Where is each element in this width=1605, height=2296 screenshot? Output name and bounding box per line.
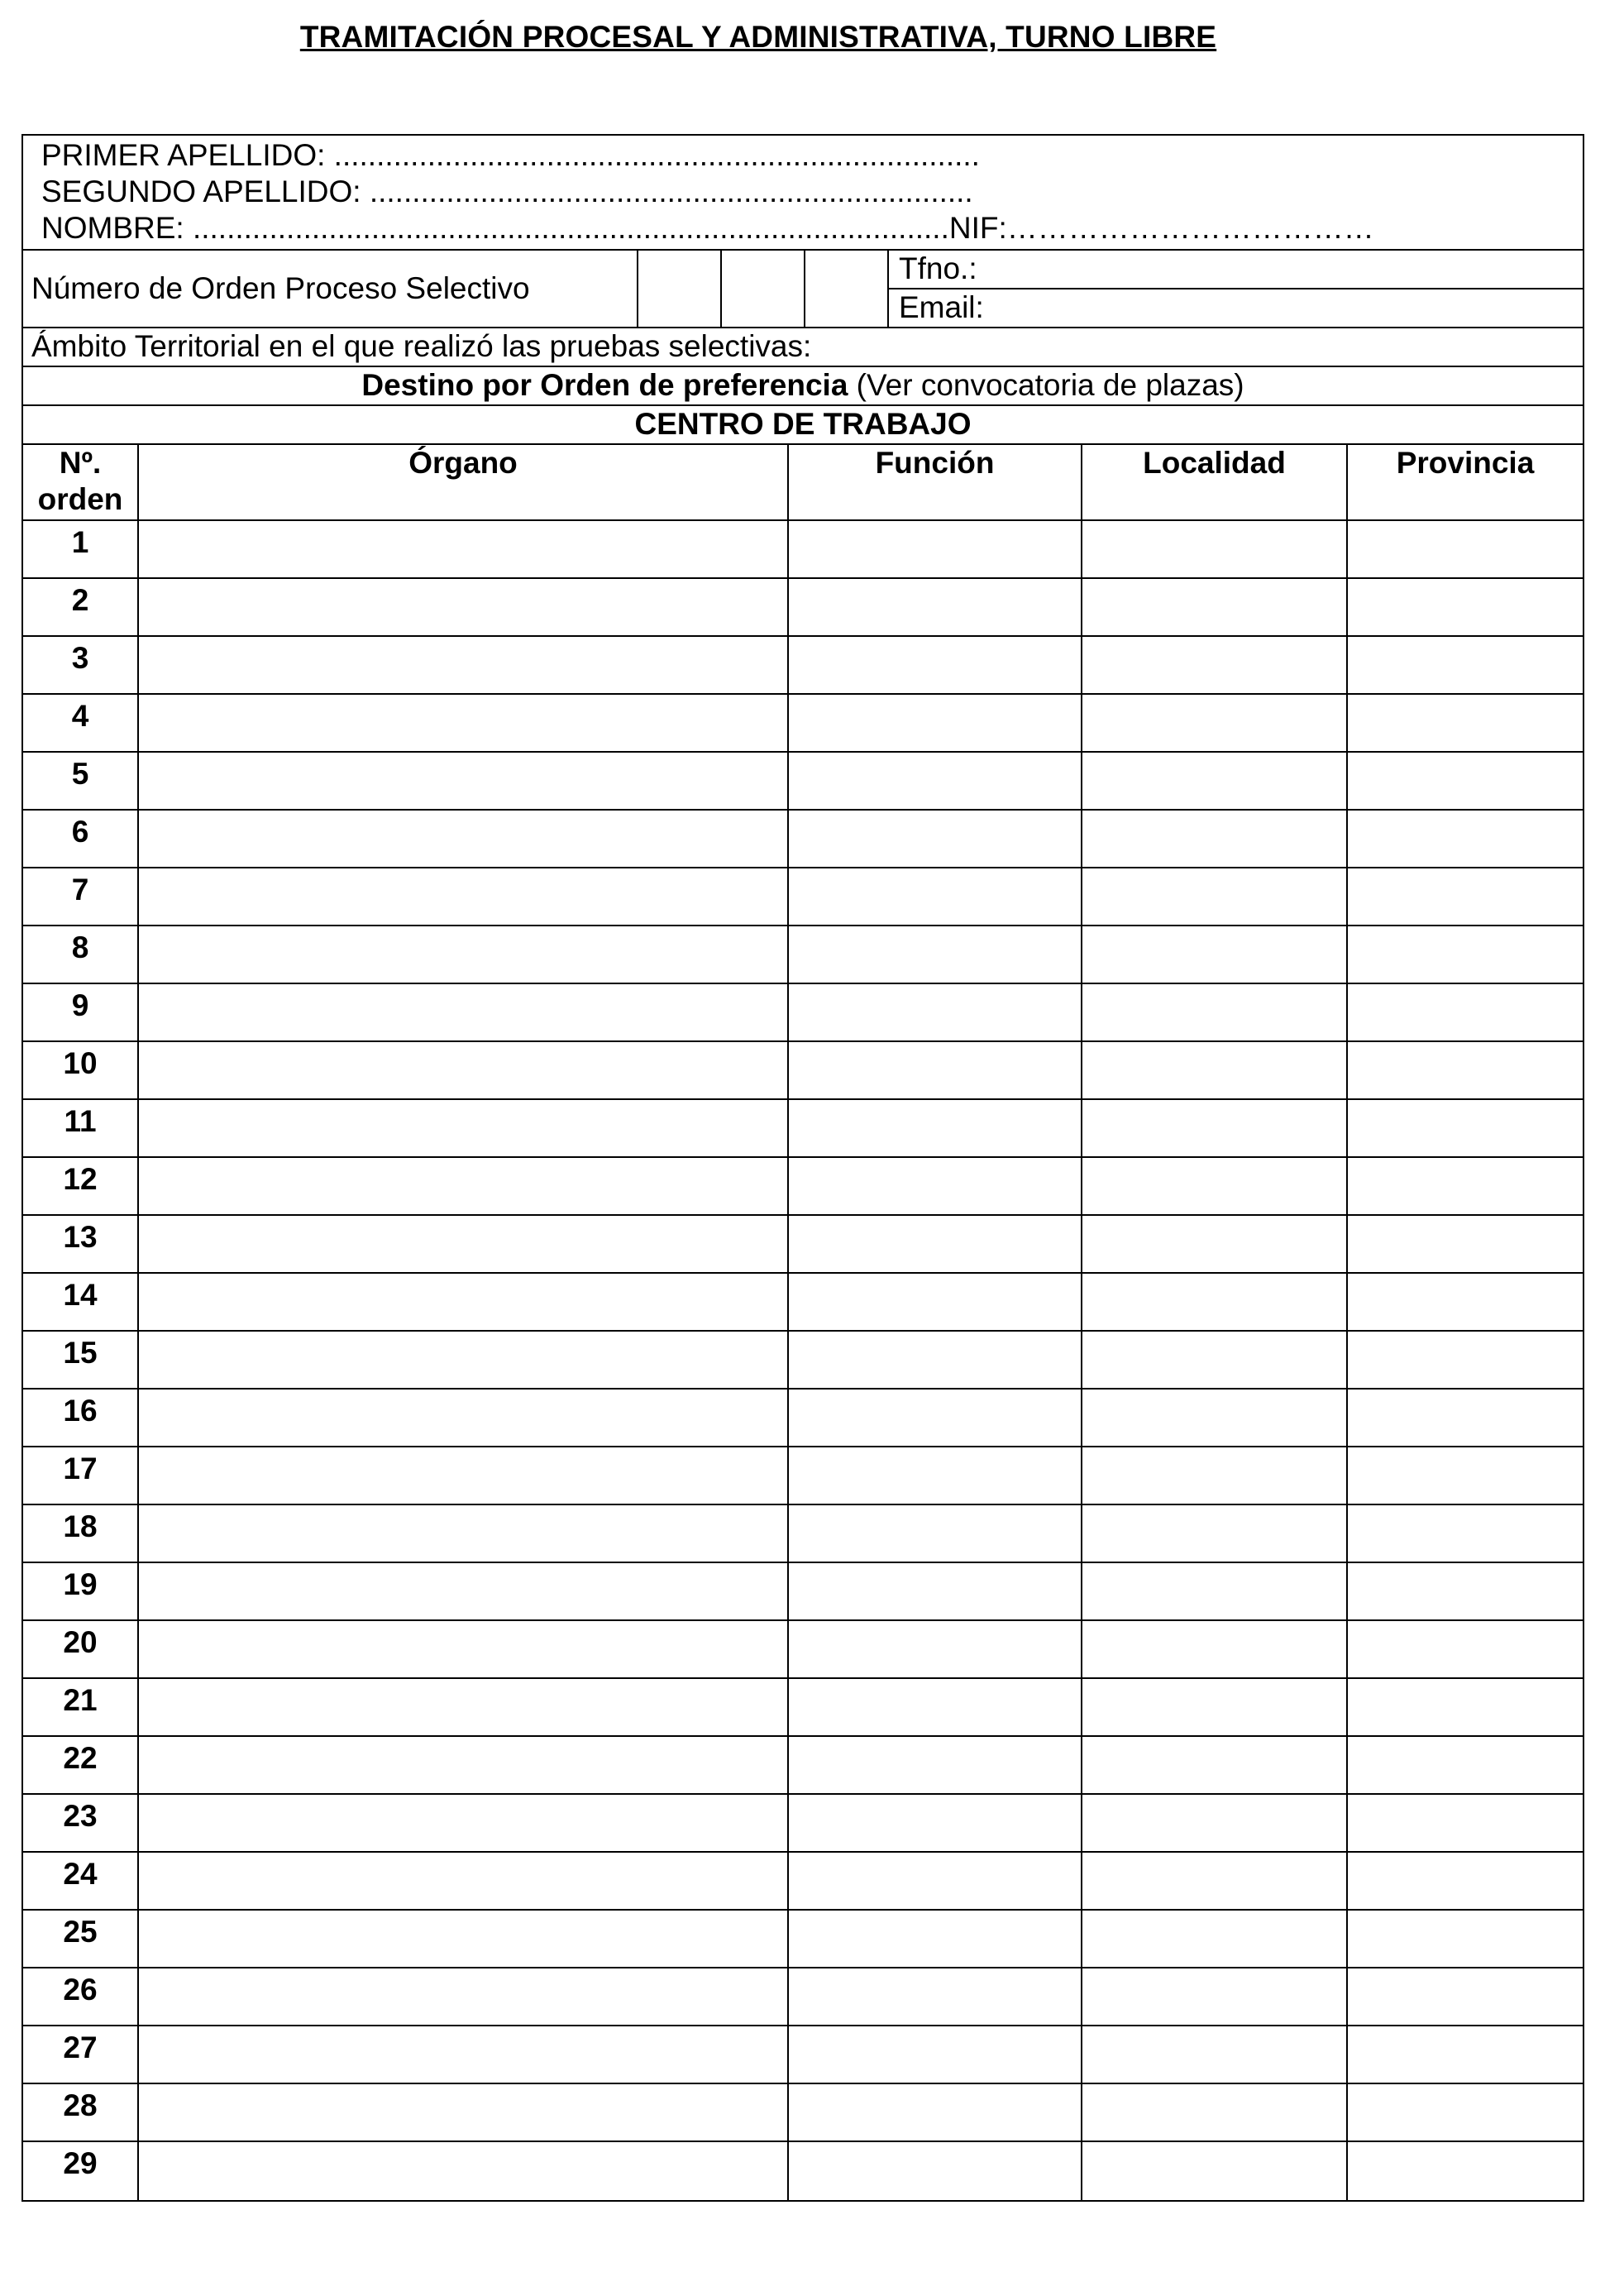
localidad-cell[interactable] xyxy=(1082,1100,1348,1156)
destino-heading xyxy=(23,367,1583,406)
ambito-territorial-field[interactable]: Ámbito Territorial en el que realizó las pruebas selectivas: xyxy=(23,328,1583,367)
provincia-cell[interactable] xyxy=(1348,1563,1583,1619)
provincia-cell[interactable] xyxy=(1348,926,1583,983)
page-title: TRAMITACIÓN PROCESAL Y ADMINISTRATIVA, TURNO LIBRE xyxy=(299,20,1217,54)
organo-cell[interactable] xyxy=(139,1447,789,1504)
funcion-cell[interactable] xyxy=(789,521,1082,577)
organo-cell[interactable] xyxy=(139,1795,789,1851)
orden-number-cell: 6 xyxy=(23,811,139,867)
localidad-cell[interactable] xyxy=(1082,1621,1348,1677)
orden-number-cell: 10 xyxy=(23,1042,139,1098)
localidad-cell[interactable] xyxy=(1082,811,1348,867)
funcion-cell[interactable] xyxy=(789,1042,1082,1098)
table-row xyxy=(23,2142,1583,2200)
provincia-cell[interactable] xyxy=(1348,2084,1583,2141)
table-row xyxy=(23,1563,1583,1621)
provincia-cell[interactable] xyxy=(1348,1216,1583,1272)
orden-number-cell: 28 xyxy=(23,2084,139,2141)
orden-number-cell: 5 xyxy=(23,753,139,809)
provincia-cell[interactable] xyxy=(1348,637,1583,693)
table-row xyxy=(23,1042,1583,1100)
orden-number-cell: 19 xyxy=(23,1563,139,1619)
localidad-cell[interactable] xyxy=(1082,637,1348,693)
personal-data-section xyxy=(23,137,1583,251)
table-body xyxy=(23,521,1583,2200)
organo-cell[interactable] xyxy=(139,1274,789,1330)
organo-cell[interactable] xyxy=(139,753,789,809)
provincia-cell[interactable] xyxy=(1348,1274,1583,1330)
localidad-cell[interactable] xyxy=(1082,1737,1348,1793)
localidad-cell[interactable] xyxy=(1082,2142,1348,2200)
provincia-cell[interactable] xyxy=(1348,1621,1583,1677)
orden-number-cell: 27 xyxy=(23,2026,139,2083)
organo-cell[interactable] xyxy=(139,1100,789,1156)
table-row xyxy=(23,1911,1583,1968)
localidad-cell[interactable] xyxy=(1082,2026,1348,2083)
provincia-cell[interactable] xyxy=(1348,1679,1583,1735)
table-row xyxy=(23,1679,1583,1737)
funcion-cell[interactable] xyxy=(789,753,1082,809)
table-row xyxy=(23,1853,1583,1911)
provincia-cell[interactable] xyxy=(1348,1853,1583,1909)
funcion-cell[interactable] xyxy=(789,1621,1082,1677)
funcion-cell[interactable] xyxy=(789,1853,1082,1909)
table-row xyxy=(23,1737,1583,1795)
localidad-cell[interactable] xyxy=(1082,1795,1348,1851)
funcion-cell[interactable] xyxy=(789,1274,1082,1330)
orden-number-cell: 25 xyxy=(23,1911,139,1967)
email-field[interactable]: Email: xyxy=(899,290,984,324)
table-row xyxy=(23,637,1583,695)
column-header-orden-line2: orden xyxy=(37,482,123,516)
orden-number-cell: 13 xyxy=(23,1216,139,1272)
provincia-cell[interactable] xyxy=(1348,521,1583,577)
funcion-cell[interactable] xyxy=(789,1505,1082,1562)
provincia-cell[interactable] xyxy=(1348,1968,1583,2025)
organo-cell[interactable] xyxy=(139,1911,789,1967)
orden-number-cell: 24 xyxy=(23,1853,139,1909)
table-row xyxy=(23,579,1583,637)
provincia-cell[interactable] xyxy=(1348,1332,1583,1388)
organo-cell[interactable] xyxy=(139,2026,789,2083)
localidad-cell[interactable] xyxy=(1082,1158,1348,1214)
organo-cell[interactable] xyxy=(139,926,789,983)
organo-cell[interactable] xyxy=(139,1563,789,1619)
localidad-cell[interactable] xyxy=(1082,2084,1348,2141)
orden-number-cell: 12 xyxy=(23,1158,139,1214)
organo-cell[interactable] xyxy=(139,1216,789,1272)
funcion-cell[interactable] xyxy=(789,926,1082,983)
localidad-cell[interactable] xyxy=(1082,695,1348,751)
table-row xyxy=(23,1158,1583,1216)
orden-number-cell: 22 xyxy=(23,1737,139,1793)
orden-number-cell: 9 xyxy=(23,984,139,1040)
table-row xyxy=(23,1447,1583,1505)
provincia-cell[interactable] xyxy=(1348,579,1583,635)
table-row xyxy=(23,2084,1583,2142)
table-row xyxy=(23,926,1583,984)
provincia-cell[interactable] xyxy=(1348,1042,1583,1098)
provincia-cell[interactable] xyxy=(1348,1911,1583,1967)
orden-number-cell: 26 xyxy=(23,1968,139,2025)
orden-number-cell: 11 xyxy=(23,1100,139,1156)
preference-form xyxy=(21,134,1584,2202)
primer-apellido-field[interactable]: PRIMER APELLIDO: ............................................................................ xyxy=(41,138,980,172)
column-header-orden xyxy=(23,445,139,519)
localidad-cell[interactable] xyxy=(1082,579,1348,635)
orden-number-cell: 7 xyxy=(23,868,139,925)
table-row xyxy=(23,811,1583,868)
organo-cell[interactable] xyxy=(139,1621,789,1677)
funcion-cell[interactable] xyxy=(789,637,1082,693)
funcion-cell[interactable] xyxy=(789,811,1082,867)
orden-number-cell: 23 xyxy=(23,1795,139,1851)
organo-cell[interactable] xyxy=(139,984,789,1040)
orden-number-cell: 15 xyxy=(23,1332,139,1388)
funcion-cell[interactable] xyxy=(789,1795,1082,1851)
provincia-cell[interactable] xyxy=(1348,1795,1583,1851)
column-header-organo: Órgano xyxy=(139,445,789,519)
provincia-cell[interactable] xyxy=(1348,695,1583,751)
orden-number-cell: 4 xyxy=(23,695,139,751)
segundo-apellido-field[interactable]: SEGUNDO APELLIDO: ....................................................................... xyxy=(41,175,973,208)
table-row xyxy=(23,868,1583,926)
organo-cell[interactable] xyxy=(139,1737,789,1793)
orden-box-2[interactable] xyxy=(722,251,805,327)
funcion-cell[interactable] xyxy=(789,1216,1082,1272)
orden-number-cell: 21 xyxy=(23,1679,139,1735)
funcion-cell[interactable] xyxy=(789,695,1082,751)
orden-number-cell: 3 xyxy=(23,637,139,693)
organo-cell[interactable] xyxy=(139,579,789,635)
table-row xyxy=(23,1795,1583,1853)
localidad-cell[interactable] xyxy=(1082,1505,1348,1562)
organo-cell[interactable] xyxy=(139,2084,789,2141)
column-header-localidad: Localidad xyxy=(1082,445,1348,519)
table-row xyxy=(23,2026,1583,2084)
organo-cell[interactable] xyxy=(139,1390,789,1446)
provincia-cell[interactable] xyxy=(1348,2142,1583,2200)
organo-cell[interactable] xyxy=(139,521,789,577)
table-row xyxy=(23,1216,1583,1274)
localidad-cell[interactable] xyxy=(1082,1216,1348,1272)
funcion-cell[interactable] xyxy=(789,1158,1082,1214)
funcion-cell[interactable] xyxy=(789,1679,1082,1735)
column-header-orden-line1: Nº. xyxy=(59,446,102,480)
localidad-cell[interactable] xyxy=(1082,1447,1348,1504)
orden-box-3[interactable] xyxy=(805,251,889,327)
table-row xyxy=(23,753,1583,811)
organo-cell[interactable] xyxy=(139,811,789,867)
organo-cell[interactable] xyxy=(139,1332,789,1388)
provincia-cell[interactable] xyxy=(1348,1100,1583,1156)
provincia-cell[interactable] xyxy=(1348,753,1583,809)
funcion-cell[interactable] xyxy=(789,1911,1082,1967)
orden-number-cell: 29 xyxy=(23,2142,139,2200)
orden-box-1[interactable] xyxy=(638,251,722,327)
provincia-cell[interactable] xyxy=(1348,811,1583,867)
localidad-cell[interactable] xyxy=(1082,1274,1348,1330)
funcion-cell[interactable] xyxy=(789,579,1082,635)
organo-cell[interactable] xyxy=(139,1679,789,1735)
localidad-cell[interactable] xyxy=(1082,1679,1348,1735)
table-row xyxy=(23,1621,1583,1679)
provincia-cell[interactable] xyxy=(1348,2026,1583,2083)
contact-fields xyxy=(889,251,1583,327)
orden-proceso-row xyxy=(23,251,1583,328)
funcion-cell[interactable] xyxy=(789,2026,1082,2083)
funcion-cell[interactable] xyxy=(789,984,1082,1040)
provincia-cell[interactable] xyxy=(1348,1390,1583,1446)
table-header xyxy=(23,445,1583,521)
organo-cell[interactable] xyxy=(139,2142,789,2200)
localidad-cell[interactable] xyxy=(1082,868,1348,925)
funcion-cell[interactable] xyxy=(789,1390,1082,1446)
funcion-cell[interactable] xyxy=(789,2142,1082,2200)
localidad-cell[interactable] xyxy=(1082,1332,1348,1388)
column-header-provincia: Provincia xyxy=(1396,446,1535,480)
localidad-cell[interactable] xyxy=(1082,1853,1348,1909)
localidad-cell[interactable] xyxy=(1082,1563,1348,1619)
provincia-cell[interactable] xyxy=(1348,1447,1583,1504)
organo-cell[interactable] xyxy=(139,637,789,693)
localidad-cell[interactable] xyxy=(1082,984,1348,1040)
provincia-cell[interactable] xyxy=(1348,1505,1583,1562)
provincia-cell[interactable] xyxy=(1348,868,1583,925)
localidad-cell[interactable] xyxy=(1082,1390,1348,1446)
funcion-cell[interactable] xyxy=(789,1737,1082,1793)
funcion-cell[interactable] xyxy=(789,1447,1082,1504)
orden-number-cell: 2 xyxy=(23,579,139,635)
destino-heading-bold: Destino por Orden de preferencia xyxy=(361,368,848,402)
table-row xyxy=(23,1390,1583,1447)
localidad-cell[interactable] xyxy=(1082,521,1348,577)
orden-number-cell: 20 xyxy=(23,1621,139,1677)
organo-cell[interactable] xyxy=(139,1505,789,1562)
orden-number-cell: 1 xyxy=(23,521,139,577)
localidad-cell[interactable] xyxy=(1082,926,1348,983)
destino-heading-note: (Ver convocatoria de plazas) xyxy=(848,368,1244,402)
orden-proceso-label: Número de Orden Proceso Selectivo xyxy=(23,251,638,327)
nombre-nif-field[interactable]: NOMBRE: .........................................................................................NIF:……………………………… xyxy=(41,211,1374,245)
table-row xyxy=(23,1505,1583,1563)
centro-trabajo-heading: CENTRO DE TRABAJO xyxy=(23,406,1583,445)
funcion-cell[interactable] xyxy=(789,2084,1082,2141)
funcion-cell[interactable] xyxy=(789,1100,1082,1156)
table-row xyxy=(23,695,1583,753)
provincia-cell[interactable] xyxy=(1348,984,1583,1040)
orden-number-cell: 16 xyxy=(23,1390,139,1446)
organo-cell[interactable] xyxy=(139,695,789,751)
localidad-cell[interactable] xyxy=(1082,753,1348,809)
organo-cell[interactable] xyxy=(139,868,789,925)
funcion-cell[interactable] xyxy=(789,1563,1082,1619)
funcion-cell[interactable] xyxy=(789,868,1082,925)
provincia-cell[interactable] xyxy=(1348,1158,1583,1214)
table-row xyxy=(23,984,1583,1042)
orden-number-cell: 18 xyxy=(23,1505,139,1562)
column-header-funcion: Función xyxy=(789,445,1082,519)
organo-cell[interactable] xyxy=(139,1853,789,1909)
localidad-cell[interactable] xyxy=(1082,1911,1348,1967)
provincia-cell[interactable] xyxy=(1348,1737,1583,1793)
table-row xyxy=(23,1968,1583,2026)
localidad-cell[interactable] xyxy=(1082,1968,1348,2025)
tfno-field[interactable]: Tfno.: xyxy=(889,251,1583,289)
table-row xyxy=(23,1274,1583,1332)
organo-cell[interactable] xyxy=(139,1158,789,1214)
organo-cell[interactable] xyxy=(139,1968,789,2025)
funcion-cell[interactable] xyxy=(789,1968,1082,2025)
localidad-cell[interactable] xyxy=(1082,1042,1348,1098)
funcion-cell[interactable] xyxy=(789,1332,1082,1388)
orden-number-cell: 8 xyxy=(23,926,139,983)
organo-cell[interactable] xyxy=(139,1042,789,1098)
orden-number-cell: 14 xyxy=(23,1274,139,1330)
table-row xyxy=(23,521,1583,579)
orden-number-cell: 17 xyxy=(23,1447,139,1504)
table-row xyxy=(23,1100,1583,1158)
table-row xyxy=(23,1332,1583,1390)
